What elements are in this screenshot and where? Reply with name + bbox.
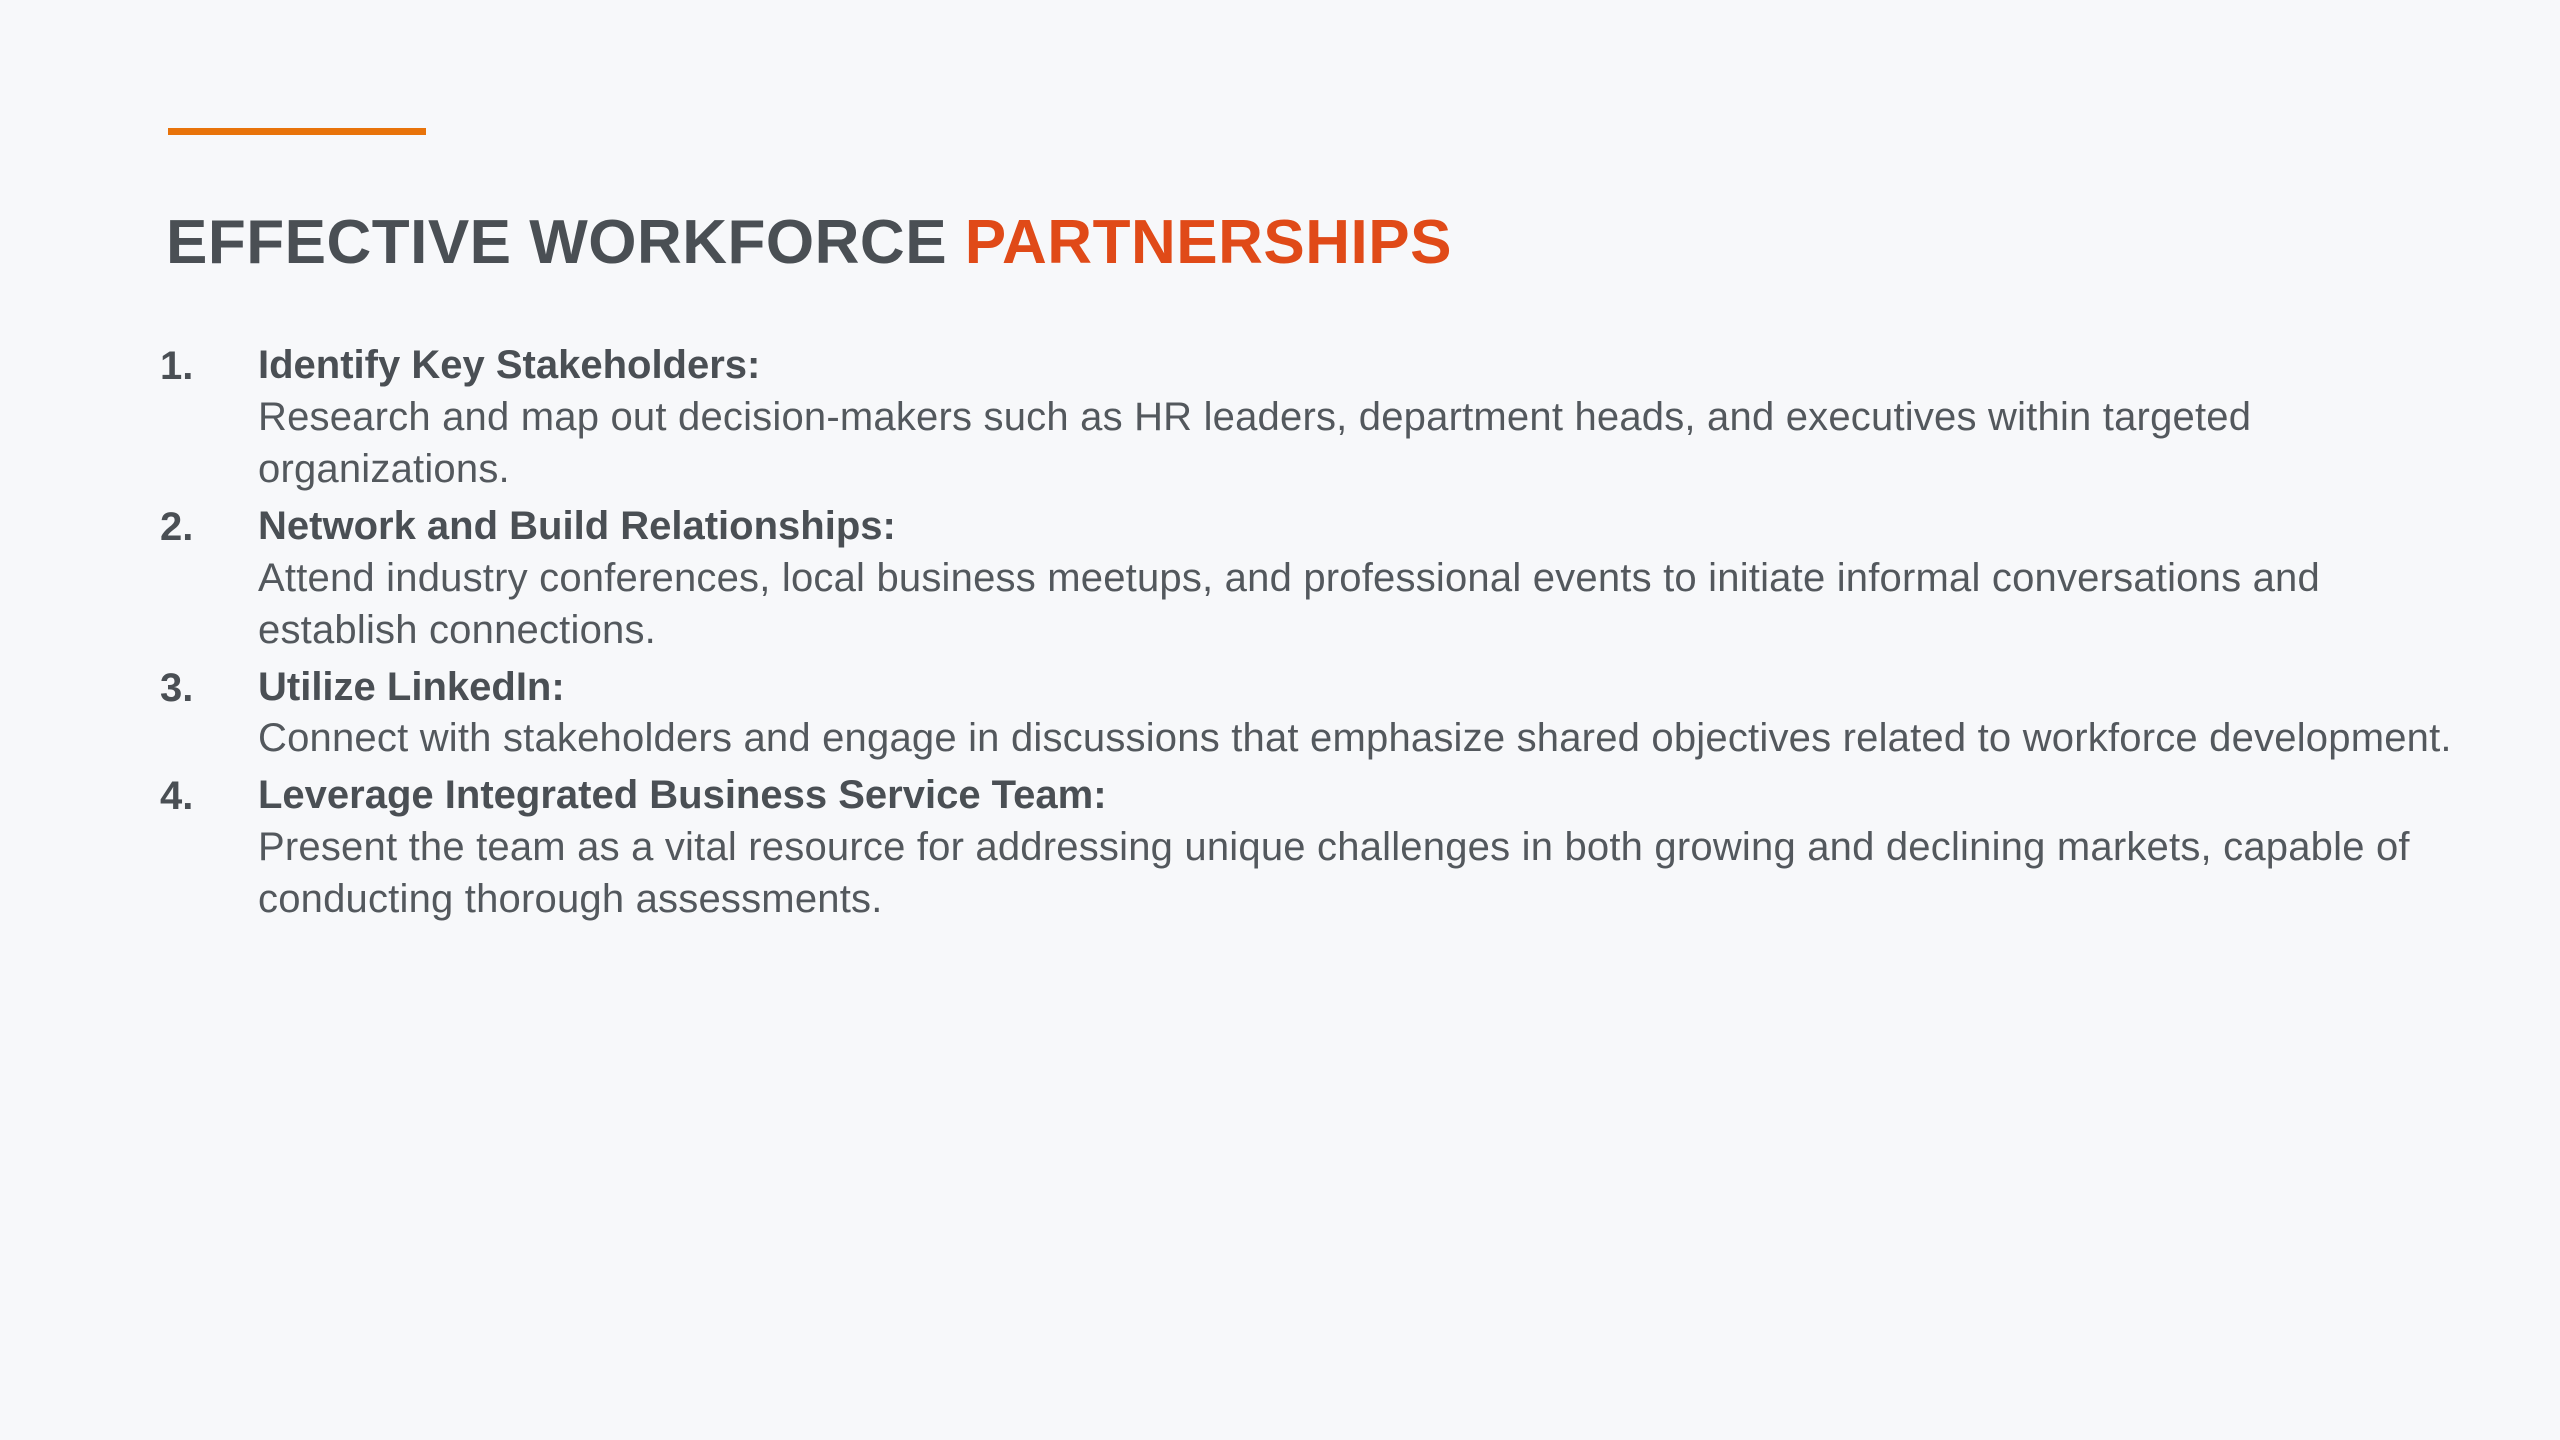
list-item-text: Attend industry conferences, local business meetups, and professional events to initiate informal conversations and establish connections. [258,555,2320,652]
page-title-accent: PARTNERSHIPS [964,207,1452,277]
list-item-body [258,501,2470,656]
list-item-text: Connect with stakeholders and engage in discussions that emphasize shared objectives related to workforce development. [258,716,2452,761]
list-item [160,770,2470,925]
list-item-number: 4. [160,774,194,819]
list-item-number: 3. [160,665,194,710]
title-accent-rule [168,128,426,135]
numbered-list [160,340,2470,931]
list-item-heading: Leverage Integrated Business Service Team: [258,773,1107,818]
list-item-text: Research and map out decision-makers such as HR leaders, department heads, and executives within targeted organizations. [258,394,2252,491]
list-item [160,501,2470,656]
list-item [160,662,2470,765]
list-item-number: 2. [160,504,194,549]
list-item-body [258,662,2470,765]
list-item-number: 1. [160,344,194,388]
list-item-heading: Utilize LinkedIn: [258,664,565,709]
list-item-text: Present the team as a vital resource for addressing unique challenges in both growing and declining markets, capable of conducting thorough assessments. [258,825,2410,922]
list-item-heading: Identify Key Stakeholders: [258,343,761,387]
list-item-body [258,340,2470,495]
list-item-heading: Network and Build Relationships: [258,503,896,548]
page-title [166,207,1452,278]
list-item [160,340,2470,495]
list-item-body [258,770,2470,925]
page-title-main: EFFECTIVE WORKFORCE [166,207,965,277]
